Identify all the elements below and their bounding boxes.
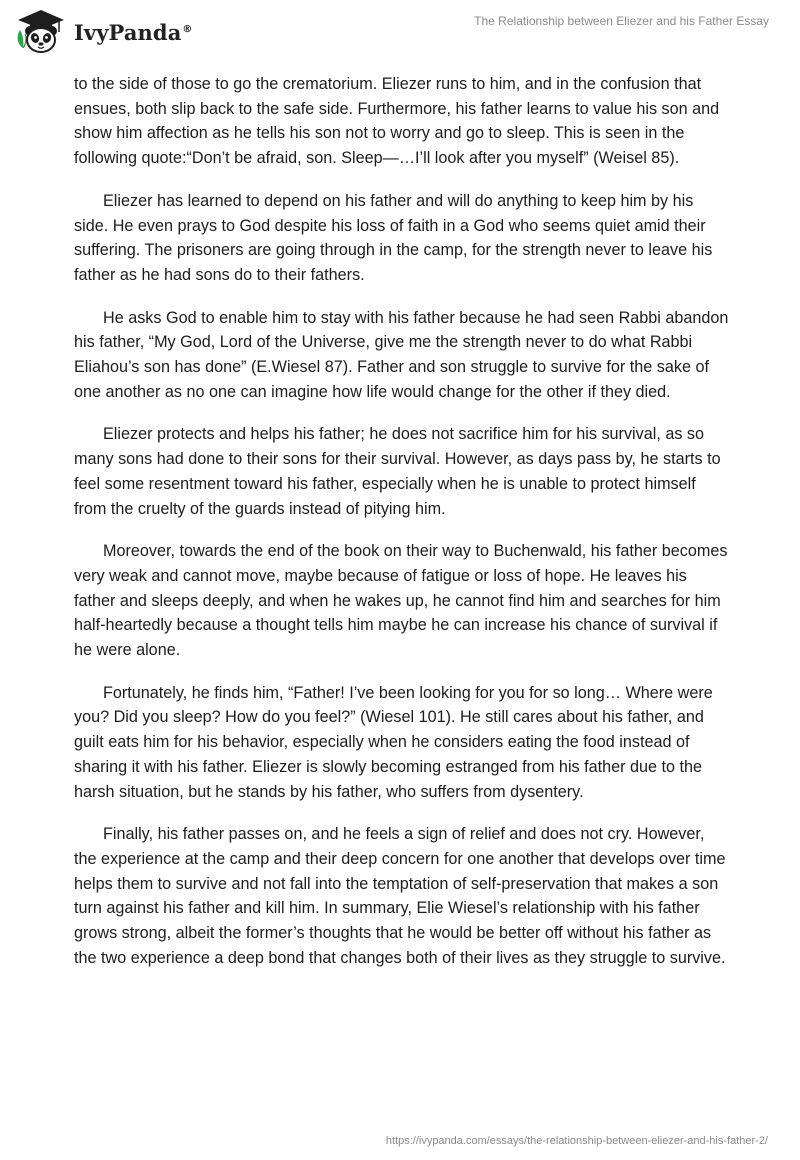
essay-paragraph: to the side of those to go the crematorium. Eliezer runs to him, and in the confusion that ensues, both slip back to the safe side. Furthermore, his father learns to value his son and show him affection as he tells his son not to worry and go to sleep. This is seen in the following quote:“Don’t be afraid, son. Sleep—…I’ll look after you myself” (Weisel 85).	[74, 75, 720, 168]
essay-paragraph: Moreover, towards the end of the book on their way to Buchenwald, his father becomes very weak and cannot move, maybe because of fatigue or loss of hope. He leaves his father and sleeps deeply, and when he wakes up, he cannot find him and searches for him half-heartedly because a thought tells him maybe he can increase his chance of survival if he were alone.	[74, 542, 728, 660]
document-title: The Relationship between Eliezer and his Father Essay	[474, 14, 769, 28]
panda-graduate-icon	[14, 8, 68, 56]
source-url[interactable]: https://ivypanda.com/essays/the-relationship-between-eliezer-and-his-father-2/	[385, 1135, 768, 1147]
essay-paragraph: Eliezer protects and helps his father; he does not sacrifice him for his survival, as so many sons had done to their sons for their survival. However, as days pass by, he starts to feel some resentment toward his father, especially when he is unable to protect himself from the cruelty of the guards instead of pitying him.	[74, 425, 721, 518]
essay-paragraph: Finally, his father passes on, and he feels a sign of relief and does not cry. However, the experience at the camp and their deep concern for one another that develops over time helps them to survive and not fall into the temptation of self-preservation that makes a son turn against his father and kill him. In summary, Elie Wiesel’s relationship with his father grows strong, albeit the former’s thoughts that he would be better off without his father as the two experience a deep bond that changes both of their lives as they struggle to survive.	[74, 825, 726, 967]
essay-paragraph: He asks God to enable him to stay with his father because he had seen Rabbi abandon his father, “My God, Lord of the Universe, give me the strength never to do what Rabbi Eliahou’s son has done” (E.Wiesel 87). Father and son struggle to survive for the sake of one another as no one can imagine how life would change for the other if they died.	[74, 308, 729, 401]
brand-logo[interactable]	[14, 8, 193, 56]
registered-mark: ®	[182, 23, 193, 35]
essay-paragraph: Eliezer has learned to depend on his father and will do anything to keep him by his side. He even prays to God despite his loss of faith in a God who seems quiet amid their suffering. The prisoners are going through in the camp, for the strength never to leave his father as he had sons do to their fathers.	[74, 191, 713, 284]
essay-paragraph: Fortunately, he finds him, “Father! I’ve been looking for you for so long… Where were you? Did you sleep? How do you feel?” (Wiesel 101). He still cares about his father, and guilt eats him for his behavior, especially when he considers eating the food instead of sharing it with his father. Eliezer is slowly becoming estranged from his father due to the harsh situation, but he stands by his father, who suffers from dysentery.	[74, 683, 713, 801]
essay-body	[74, 72, 730, 989]
page-header	[0, 0, 800, 64]
brand-name: IvyPanda®	[74, 19, 193, 45]
